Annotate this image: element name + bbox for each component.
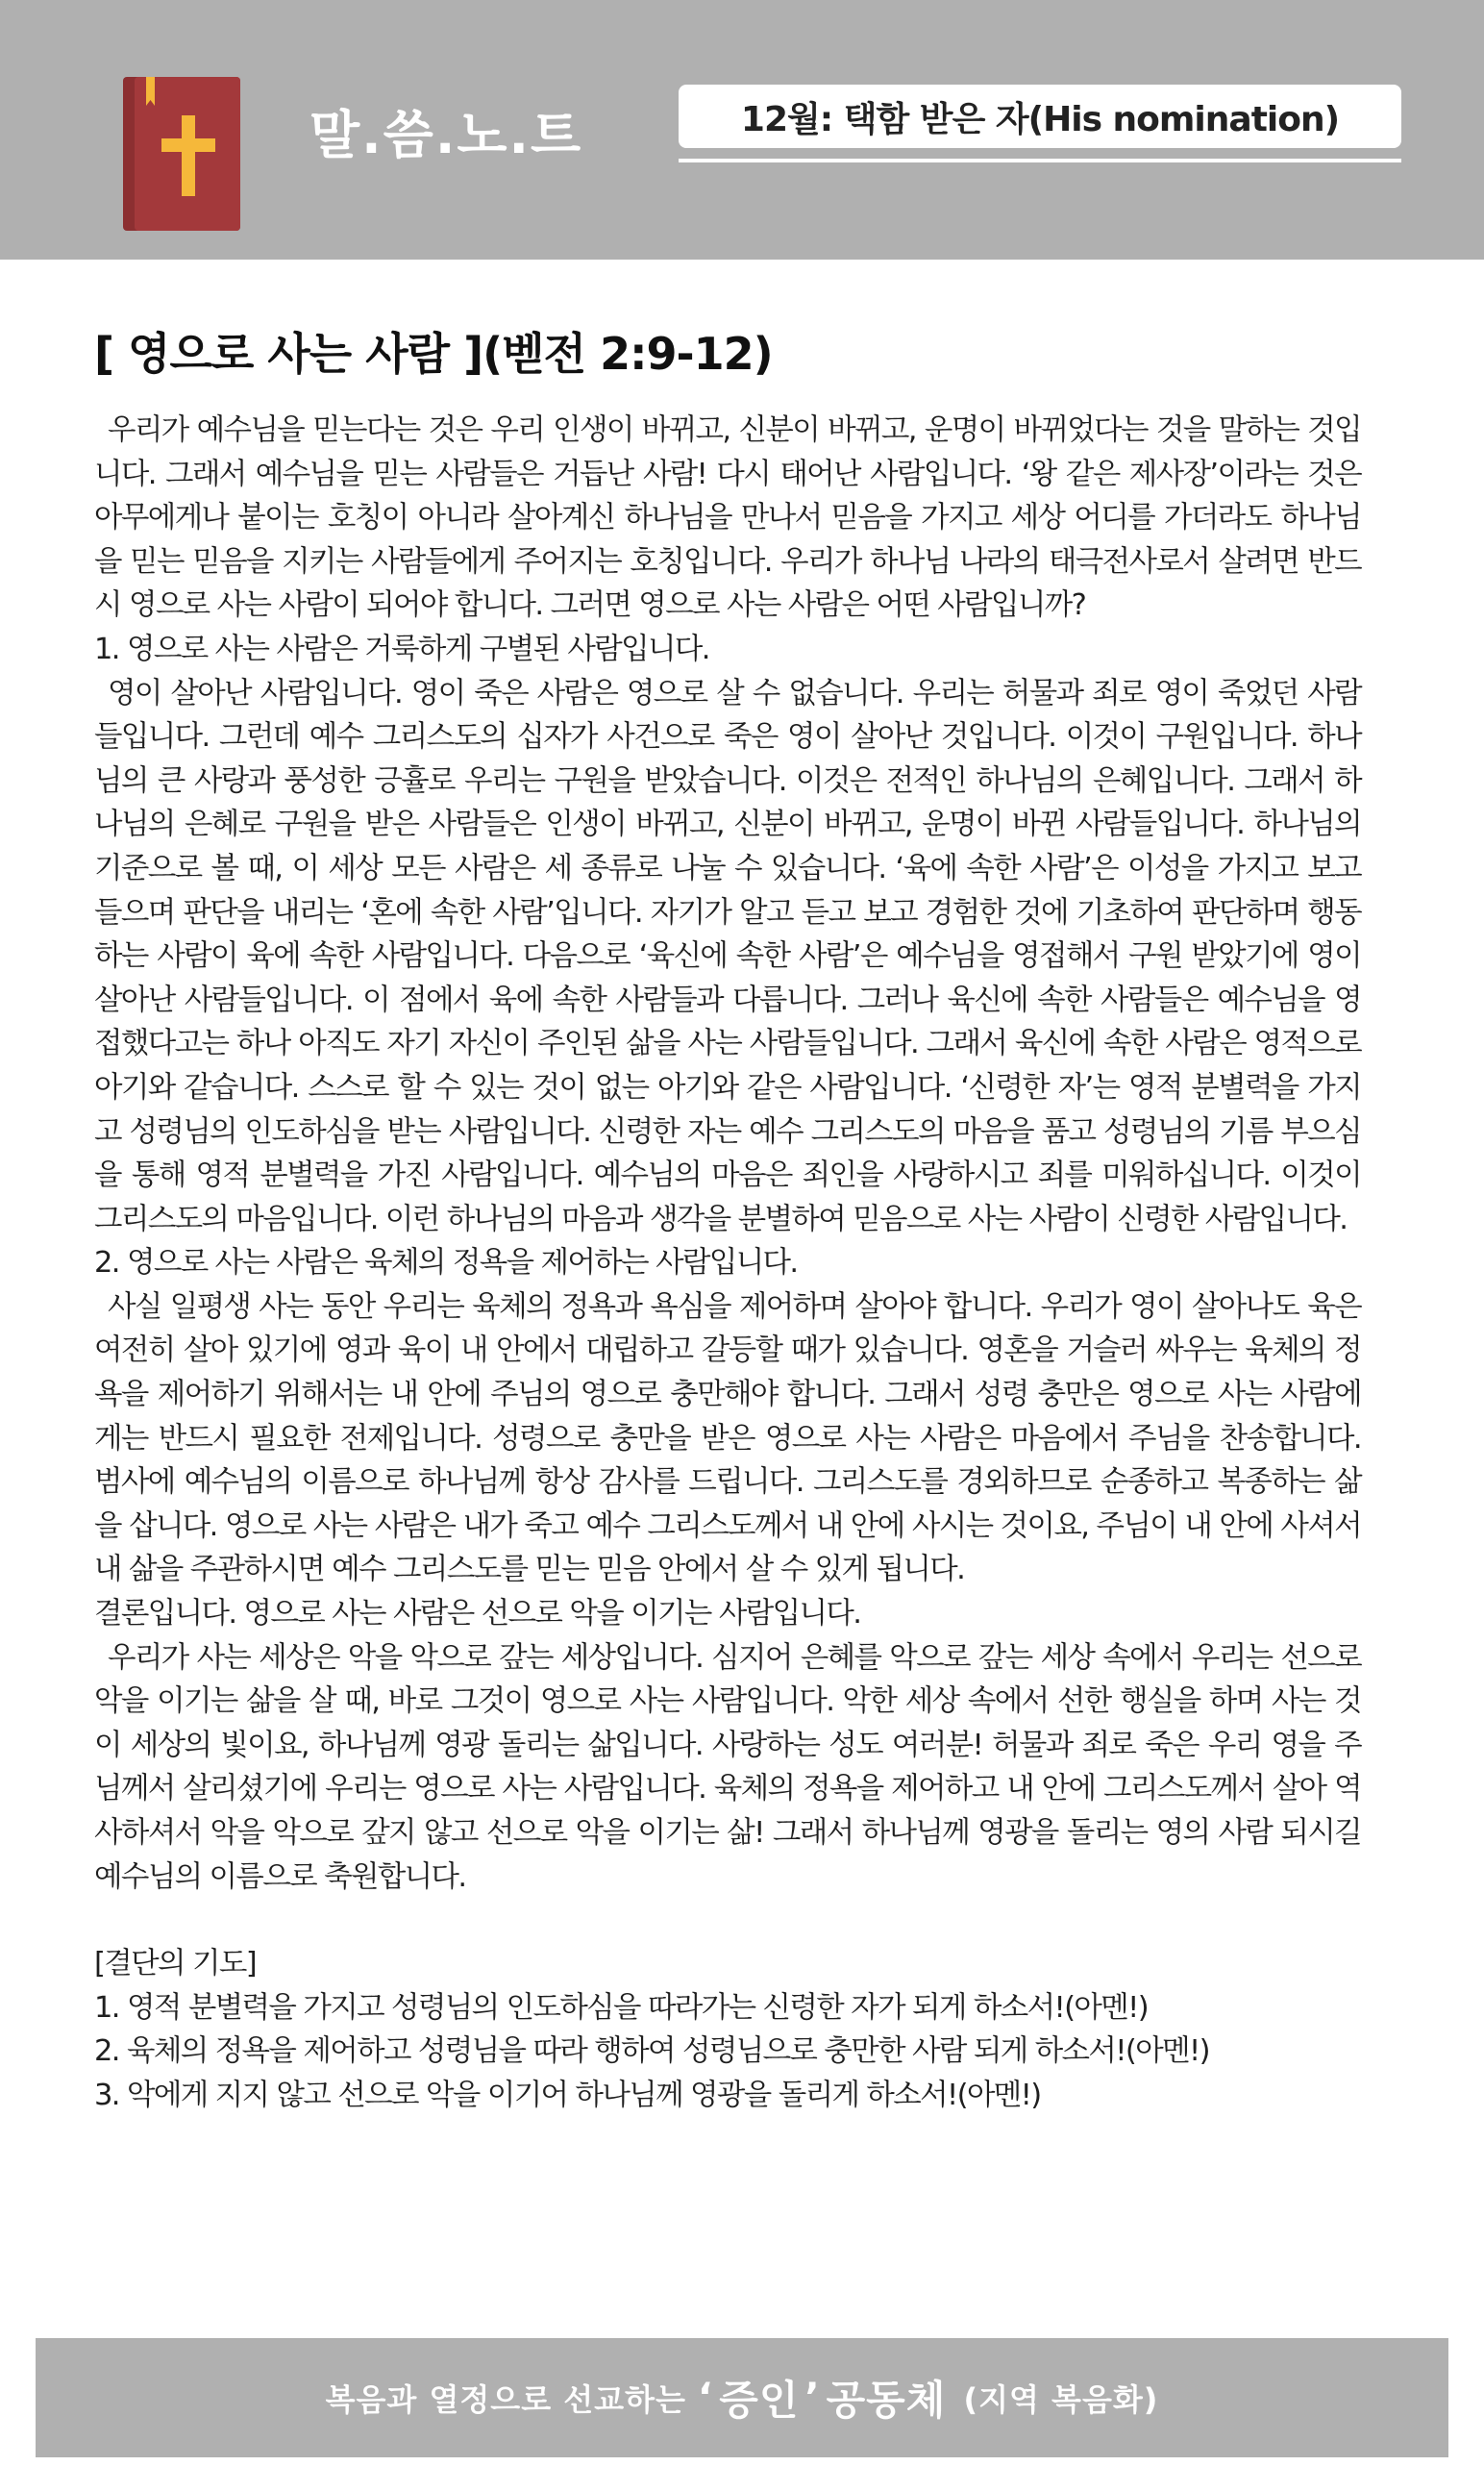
- prayer-item: 1. 영적 분별력을 가지고 성령님의 인도하심을 따라가는 신령한 자가 되게 하소서!(아멘!): [94, 1990, 1149, 2025]
- footer-prefix: 복음과 열정으로 선교하는: [325, 2381, 686, 2418]
- conclusion-heading: 결론입니다. 영으로 사는 사람은 선으로 악을 이기는 사람입니다.: [94, 1597, 861, 1632]
- point-heading-1: 1. 영으로 사는 사람은 거룩하게 구별된 사람입니다.: [94, 632, 709, 666]
- prayer-heading: [결단의 기도]: [94, 1947, 257, 1981]
- footer-quote-close: ’: [804, 2376, 821, 2420]
- paragraph-point-1: 영이 살아난 사람입니다. 영이 죽은 사람은 영으로 살 수 없습니다. 우리는 허물과 죄로 영이 죽었던 사람들입니다. 그런데 예수 그리스도의 십자가 사건으로 죽은 영이 살아난 것입니다. 이것이 구원입니다. 하나님의 큰 사랑과 풍성한 긍휼로 우리는 구원을 받았습니다. 이것은 전적인 하나님의 은혜입니다. 그래서 하나님의 은혜로 구원을 받은 사람들은 인생이 바뀌고, 신분이 바뀌고, 운명이 바뀐 사람들입니다. 하나님의 기준으로 볼 때, 이 세상 모든 사람은 세 종류로 나눌 수 있습니다. ‘육에 속한 사람’은 이성을 가지고 보고 들으며 판단을 내리는 ‘혼에 속한 사람’입니다. 자기가 알고 듣고 보고 경험한 것에 기초하여 판단하며 행동하는 사람이 육에 속한 사람입니다. 다음으로 ‘육신에 속한 사람’은 예수님을 영접해서 구원 받았기에 영이 살아난 사람들입니다. 이 점에서 육에 속한 사람들과 다릅니다. 그러나 육신에 속한 사람들은 예수님을 영접했다고는 하나 아직도 자기 자신이 주인된 삶을 사는 사람들입니다. 그래서 육신에 속한 사람은 영적으로 아기와 같습니다. 스스로 할 수 있는 것이 없는 아기와 같은 사람입니다. ‘신령한 자’는 영적 분별력을 가지고 성령님의 인도하심을 받는 사람입니다. 신령한 자는 예수 그리스도의 마음을 품고 성령님의 기름 부으심을 통해 영적 분별력을 가진 사람입니다. 예수님의 마음은 죄인을 사랑하시고 죄를 미워하십니다. 이것이 그리스도의 마음입니다. 이런 하나님의 마음과 생각을 분별하여 믿음으로 사는 사람이 신령한 사람입니다.: [94, 676, 1361, 1236]
- bible-icon: [123, 77, 240, 231]
- brand-title: 말.씀.노.트: [309, 105, 583, 165]
- title-underline: [679, 159, 1401, 162]
- footer-suffix: 공동체: [826, 2377, 947, 2424]
- paragraph-point-2: 사실 일평생 사는 동안 우리는 육체의 정욕과 욕심을 제어하며 살아야 합니다. 우리가 영이 살아나도 육은 여전히 살아 있기에 영과 육이 내 안에서 대립하고 갈등할 때가 있습니다. 영혼을 거슬러 싸우는 육체의 정욕을 제어하기 위해서는 내 안에 주님의 영으로 충만해야 합니다. 그래서 성령 충만은 영으로 사는 사람에게는 반드시 필요한 전제입니다. 성령으로 충만을 받은 영으로 사는 사람은 마음에서 주님을 찬송합니다. 범사에 예수님의 이름으로 하나님께 항상 감사를 드립니다. 그리스도를 경외하므로 순종하고 복종하는 삶을 삽니다. 영으로 사는 사람은 내가 죽고 예수 그리스도께서 내 안에 사시는 것이요, 주님이 내 안에 사셔서 내 삶을 주관하시면 예수 그리스도를 믿는 믿음 안에서 살 수 있게 됩니다.: [94, 1289, 1361, 1587]
- sermon-title: [ 영으로 사는 사람 ](벧전 2:9-12): [94, 328, 773, 380]
- prayer-item: 2. 육체의 정욕을 제어하고 성령님을 따라 행하여 성령님으로 충만한 사람 되게 하소서!(아멘!): [94, 2034, 1209, 2069]
- month-title: 12월: 택함 받은 자(His nomination): [679, 85, 1401, 148]
- footer-highlight: 증인: [719, 2377, 800, 2424]
- point-heading-2: 2. 영으로 사는 사람은 육체의 정욕을 제어하는 사람입니다.: [94, 1246, 798, 1281]
- footer-note: (지역 복음화): [963, 2381, 1159, 2418]
- sermon-body: [94, 409, 1361, 2118]
- spacer: [94, 1899, 1361, 1942]
- prayer-item: 3. 악에게 지지 않고 선으로 악을 이기어 하나님께 영광을 돌리게 하소서!(아멘!): [94, 2078, 1041, 2112]
- header-band: [0, 0, 1484, 260]
- footer-banner: [36, 2338, 1448, 2457]
- paragraph-intro: 우리가 예수님을 믿는다는 것은 우리 인생이 바뀌고, 신분이 바뀌고, 운명이 바뀌었다는 것을 말하는 것입니다. 그래서 예수님을 믿는 사람들은 거듭난 사람! 다시 태어난 사람입니다. ‘왕 같은 제사장’이라는 것은 아무에게나 붙이는 호칭이 아니라 살아계신 하나님을 만나서 믿음을 가지고 세상 어디를 가더라도 하나님을 믿는 믿음을 지키는 사람들에게 주어지는 호칭입니다. 우리가 하나님 나라의 태극전사로서 살려면 반드시 영으로 사는 사람이 되어야 합니다. 그러면 영으로 사는 사람은 어떤 사람입니까?: [94, 413, 1361, 623]
- footer-quote-open: ‘: [698, 2376, 714, 2420]
- paragraph-conclusion: 우리가 사는 세상은 악을 악으로 갚는 세상입니다. 심지어 은혜를 악으로 갚는 세상 속에서 우리는 선으로 악을 이기는 삶을 살 때, 바로 그것이 영으로 사는 사람입니다. 악한 세상 속에서 선한 행실을 하며 사는 것이 세상의 빛이요, 하나님께 영광 돌리는 삶입니다. 사랑하는 성도 여러분! 허물과 죄로 죽은 우리 영을 주님께서 살리셨기에 우리는 영으로 사는 사람입니다. 육체의 정욕을 제어하고 내 안에 그리스도께서 살아 역사하셔서 악을 악으로 갚지 않고 선으로 악을 이기는 삶! 그래서 하나님께 영광을 돌리는 영의 사람 되시길 예수님의 이름으로 축원합니다.: [94, 1640, 1361, 1894]
